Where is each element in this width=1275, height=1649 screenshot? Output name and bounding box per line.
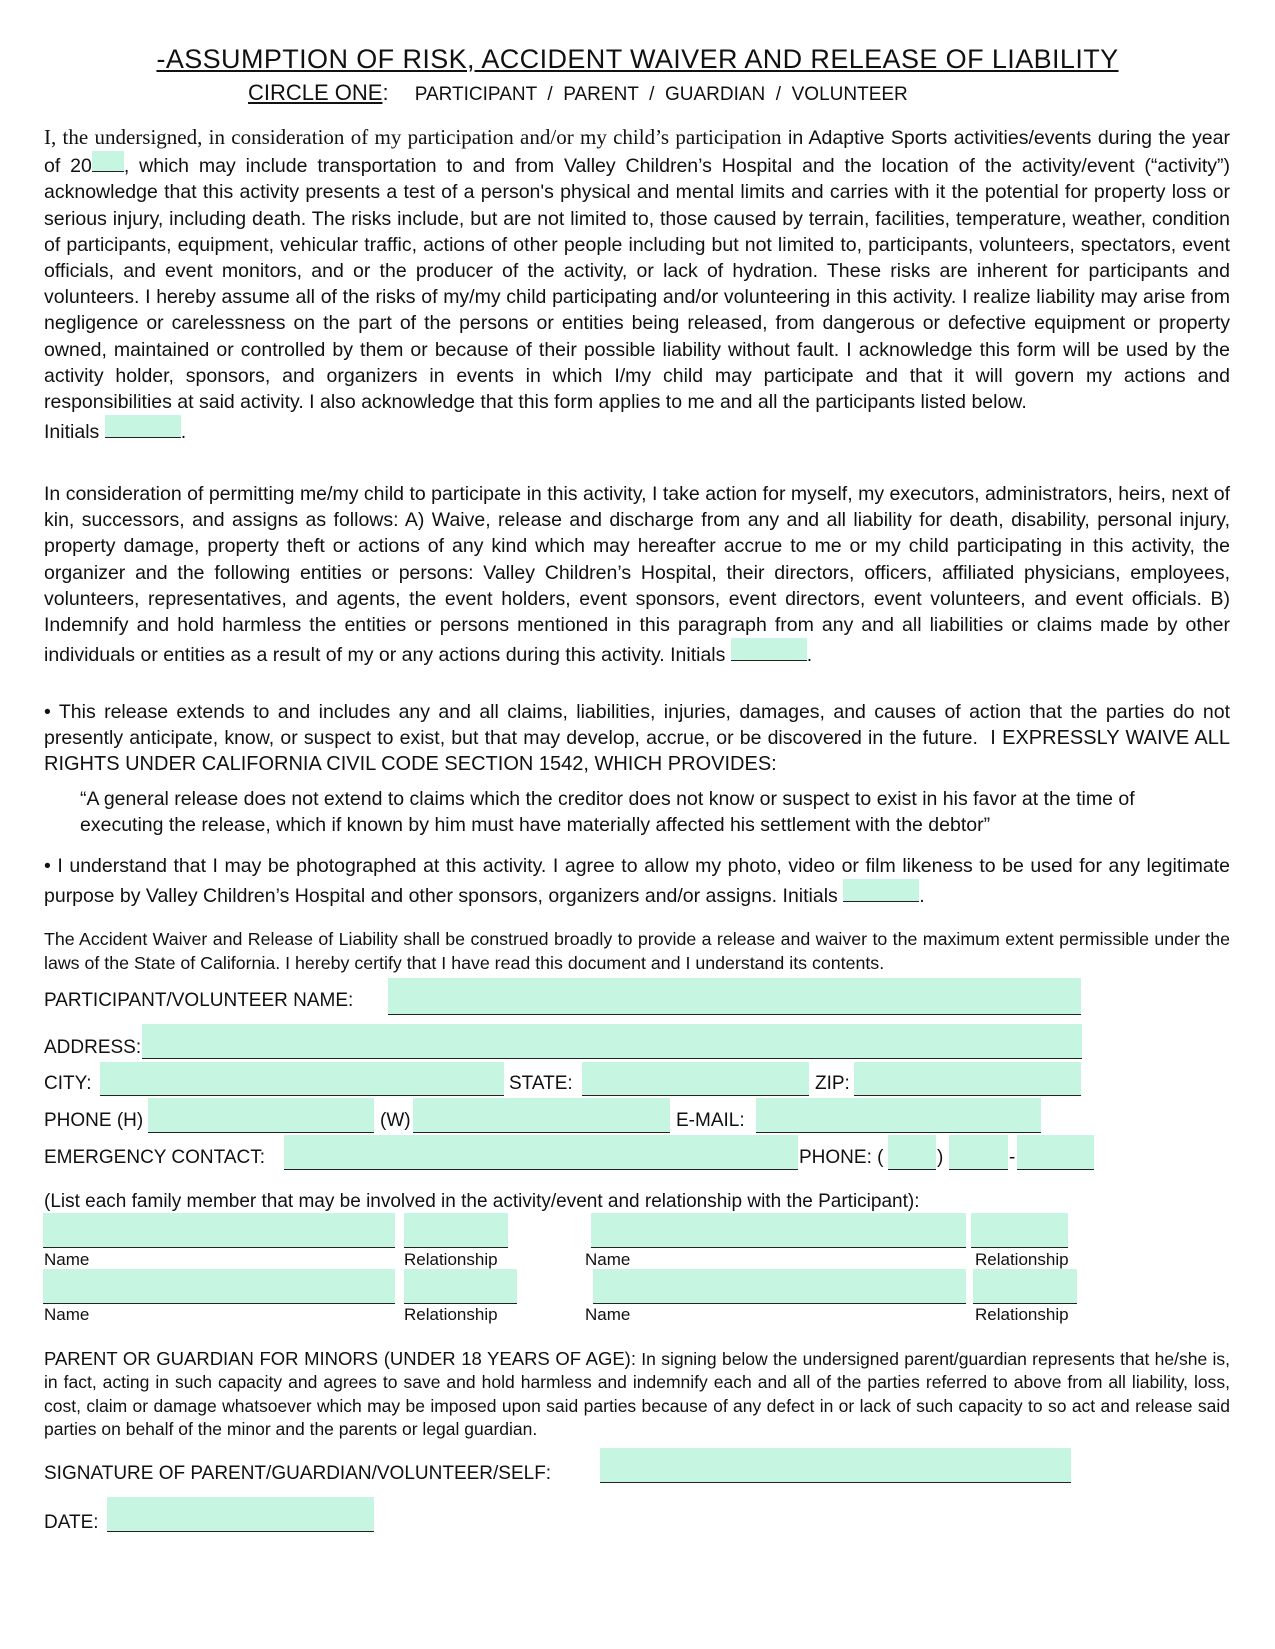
address-field[interactable] [142,1024,1082,1058]
phone-home-label: PHONE (H) [44,1110,144,1131]
guardian-paragraph [44,1347,1230,1442]
date-label: DATE: [44,1512,99,1533]
circle-one-row [248,80,908,106]
year-field[interactable] [92,151,124,172]
emergency-contact-field[interactable] [284,1135,798,1169]
zip-field[interactable] [854,1062,1081,1095]
signature-underline [600,1482,1071,1483]
state-underline [582,1095,809,1096]
emergency-area-code-field[interactable] [888,1135,936,1169]
family-relationship-4-underline [973,1303,1077,1304]
family-name-2[interactable] [591,1213,966,1247]
para1-start: I, the undersigned, in consideration of my participation and/or my child’s participation [44,125,782,149]
participant-name-label: PARTICIPANT/VOLUNTEER NAME: [44,990,354,1011]
relationship-caption-4: Relationship [975,1305,1069,1324]
family-relationship-3[interactable] [404,1269,517,1303]
civil-code-quote: “A general release does not extend to claims which the creditor does not know or suspect to exist in his favor at the time of executing the release, which if known by him must have materially affected his settlement with the debtor” [80,788,1135,836]
relationship-caption-1: Relationship [404,1250,498,1269]
family-name-1[interactable] [43,1213,395,1247]
para2-initials-label: Initials [670,644,726,667]
photo-paragraph: • I understand that I may be photographed at this activity. I agree to allow my photo, video or film likeness to be used for any legitimate purpose by Valley Children’s Hospital and other sponsors, organizers and/or assigns. Initials . [44,855,1230,908]
phone-dash: - [1009,1147,1016,1168]
signature-label: SIGNATURE OF PARENT/GUARDIAN/VOLUNTEER/SELF: [44,1463,552,1484]
para2-text: In consideration of permitting me/my child to participate in this activity, I take action for myself, my executors, administrators, heirs, next of kin, successors, and assigns as follows: A) Waive, release and discharge from any and all liability for death, disability, personal injury, property damage, property theft or actions of any kind which may hereafter accrue to me or my child participating in this activity, the organizer and the following entities or persons: Valley Children’s Hospital, their directors, officers, affiliated physicians, employees, volunteers, representatives, and agents, the event holders, event sponsors, event directors, event volunteers, and event officials. B) Indemnify and hold harmless the entities or persons mentioned in this paragraph from any and all liabilities or claims made by other individuals or entities as a result of my or any actions during this activity. [44,483,1230,667]
para1-text-b: , which may include transportation to and from Valley Children’s Hospital and the location of the activity/event (“activity”) acknowledge that this activity presents a test of a person's physical and mental limits and carries with it the potential for property loss or serious injury, including death. The risks include, but are not limited to, those caused by terrain, facilities, temperature, weather, condition of participants, equipment, vehicular traffic, actions of other people including but not limited to, participants, volunteers, spectators, event officials, and event monitors, and or the producer of the activity, or lack of hydration. These risks are inherent for participants and volunteers. I hereby assume all of the risks of my/my child participating and/or volunteering in this activity. I realize liability may arise from negligence or carelessness on the part of the persons or entities being released, from dangerous or defective equipment or property owned, maintained or controlled by them or because of their possible liability without fault. I acknowledge this form will be used by the activity holder, sponsors, and organizers in events in which I/my child may participate and that it will govern my actions and responsibilities at said activity. I also acknowledge that this form applies to me and all the participants listed below. [44,155,1231,414]
initials-field-3[interactable] [843,879,919,902]
guardian-text: In signing below the undersigned parent/guardian represents that he/she is, in fact, acting in such capacity and agrees to save and hold harmless and indemnify each and all of the parties referred to above from all liability, loss, cost, claim or damage whatsoever which may be imposed upon said parties because of any defect in or lack of such capacity to so act and release said parties on behalf of the minor and the parents or legal guardian. [44,1349,1230,1440]
page-title: -ASSUMPTION OF RISK, ACCIDENT WAIVER AND RELEASE OF LIABILITY [156,44,1119,74]
signature-field[interactable] [600,1448,1071,1482]
phone-work-field[interactable] [413,1098,670,1132]
family-relationship-3-underline [404,1303,517,1304]
email-underline [756,1132,1041,1133]
emergency-contact-label: EMERGENCY CONTACT: [44,1147,265,1168]
zip-label: ZIP: [815,1073,850,1094]
family-relationship-2[interactable] [971,1213,1068,1247]
state-field[interactable] [582,1062,809,1095]
emergency-prefix-field[interactable] [949,1135,1008,1169]
para4-text: • I understand that I may be photographed at this activity. I agree to allow my photo, video or film likeness to be used for any legitimate purpose by Valley Children’s Hospital and other sponsors, organizers and/or assigns. [44,855,1230,908]
release-paragraph [44,699,1230,778]
civil-code-statement: I EXPRESSLY WAIVE ALL RIGHTS UNDER CALIFORNIA CIVIL CODE SECTION 1542, WHICH PROVIDES: [44,727,1230,776]
family-name-3-underline [43,1303,395,1304]
address-underline [142,1058,1082,1059]
phone-work-label: (W) [380,1110,411,1131]
emergency-contact-underline [284,1169,798,1170]
para1-text-a: in Adaptive Sports activities/events during the year of 20 [44,127,1230,178]
family-name-4-underline [593,1303,966,1304]
circle-one-colon: : [382,80,389,105]
waiver-paragraph: In consideration of permitting me/my child to participate in this activity, I take action for myself, my executors, administrators, heirs, next of kin, successors, and assigns as follows: A) Waive, release and discharge from any and all liability for death, disability, personal injury, property damage, property theft or actions of any kind which may hereafter accrue to me or my child participating in this activity, the organizer and the following entities or persons: Valley Children’s Hospital, their directors, officers, affiliated physicians, employees, volunteers, representatives, and agents, the event holders, event sponsors, event directors, event volunteers, and event officials. B) Indemnify and hold harmless the entities or persons mentioned in this paragraph from any and all liabilities or claims made by other individuals or entities as a result of my or any actions during this activity. Initials . [44,483,1230,667]
family-relationship-1[interactable] [404,1213,508,1247]
emergency-line-underline [1017,1169,1094,1170]
participant-name-field[interactable] [388,978,1081,1014]
phone-home-underline [148,1132,374,1133]
emergency-line-field[interactable] [1017,1135,1094,1169]
family-name-3[interactable] [43,1269,395,1303]
family-name-2-underline [591,1247,966,1248]
assumption-paragraph: I, the undersigned, in consideration of my participation and/or my child’s participation in Adaptive Sports activities/events during the year of 20 , which may include transportation to and from Valley Children’s Hospital and the location of the activity/event (“activity”) acknowledge that this activity presents a test of a person's physical and mental limits and carries with it the potential for property loss or serious injury, including death. The risks include, but are not limited to, those caused by terrain, facilities, temperature, weather, condition of participants, equipment, vehicular traffic, actions of other people including but not limited to, participants, volunteers, spectators, event officials, and event monitors, and or the producer of the activity, or lack of hydration. These risks are inherent for participants and volunteers. I hereby assume all of the risks of my/my child participating and/or volunteering in this activity. I realize liability may arise from negligence or carelessness on the part of the persons or entities being released, from dangerous or defective equipment or property owned, maintained or controlled by them or because of their possible liability without fault. I acknowledge this form will be used by the activity holder, sponsors, and organizers in events in which I/my child may participate and that it will govern my actions and responsibilities at said activity. I also acknowledge that this form applies to me and all the participants listed below. Initials . [44,125,1231,444]
emergency-prefix-underline [949,1169,1008,1170]
relationship-caption-2: Relationship [975,1250,1069,1269]
circle-one-options[interactable]: PARTICIPANT / PARENT / GUARDIAN / VOLUNTEER [414,84,908,105]
circle-one-label: CIRCLE ONE [248,80,383,105]
relationship-caption-3: Relationship [404,1305,498,1324]
para3-text: • This release extends to and includes any and all claims, liabilities, injuries, damages, and causes of action that the parties do not presently anticipate, know, or suspect to exist, but that may develop, accrue, or be discovered in the future. [44,701,1230,750]
phone-work-underline [413,1132,670,1133]
address-label: ADDRESS: [44,1037,142,1058]
name-caption-2: Name [585,1250,631,1269]
family-name-4[interactable] [593,1269,966,1303]
emergency-area-code-underline [888,1169,936,1170]
city-label: CITY: [44,1073,92,1094]
family-relationship-2-underline [971,1247,1068,1248]
city-underline [100,1095,504,1096]
city-field[interactable] [100,1062,504,1095]
family-name-1-underline [43,1247,395,1248]
area-code-close-paren: ) [937,1147,944,1168]
family-instruction: (List each family member that may be involved in the activity/event and relationship with the Participant): [44,1191,920,1212]
email-field[interactable] [756,1098,1041,1132]
name-caption-1: Name [44,1250,90,1269]
family-relationship-4[interactable] [973,1269,1077,1303]
zip-underline [854,1095,1081,1096]
participant-name-underline [388,1014,1081,1015]
email-label: E-MAIL: [676,1110,745,1131]
certification-paragraph: The Accident Waiver and Release of Liability shall be construed broadly to provide a release and waiver to the maximum extent permissible under the laws of the State of California. I hereby certify that I have read this document and I understand its contents. [44,929,1230,973]
phone-home-field[interactable] [148,1098,374,1132]
guardian-caps: PARENT OR GUARDIAN FOR MINORS (UNDER 18 YEARS OF AGE): [44,1348,636,1369]
name-caption-3: Name [44,1305,90,1324]
date-field[interactable] [107,1497,374,1531]
para4-initials-label: Initials [782,885,838,908]
initials-field-1[interactable] [105,415,181,438]
name-caption-4: Name [585,1305,631,1324]
family-relationship-1-underline [404,1247,508,1248]
initials-field-2[interactable] [731,638,807,661]
para1-initials-label: Initials [44,421,100,444]
state-label: STATE: [509,1073,573,1094]
emergency-phone-label: PHONE: ( [799,1147,884,1168]
date-underline [107,1531,374,1532]
